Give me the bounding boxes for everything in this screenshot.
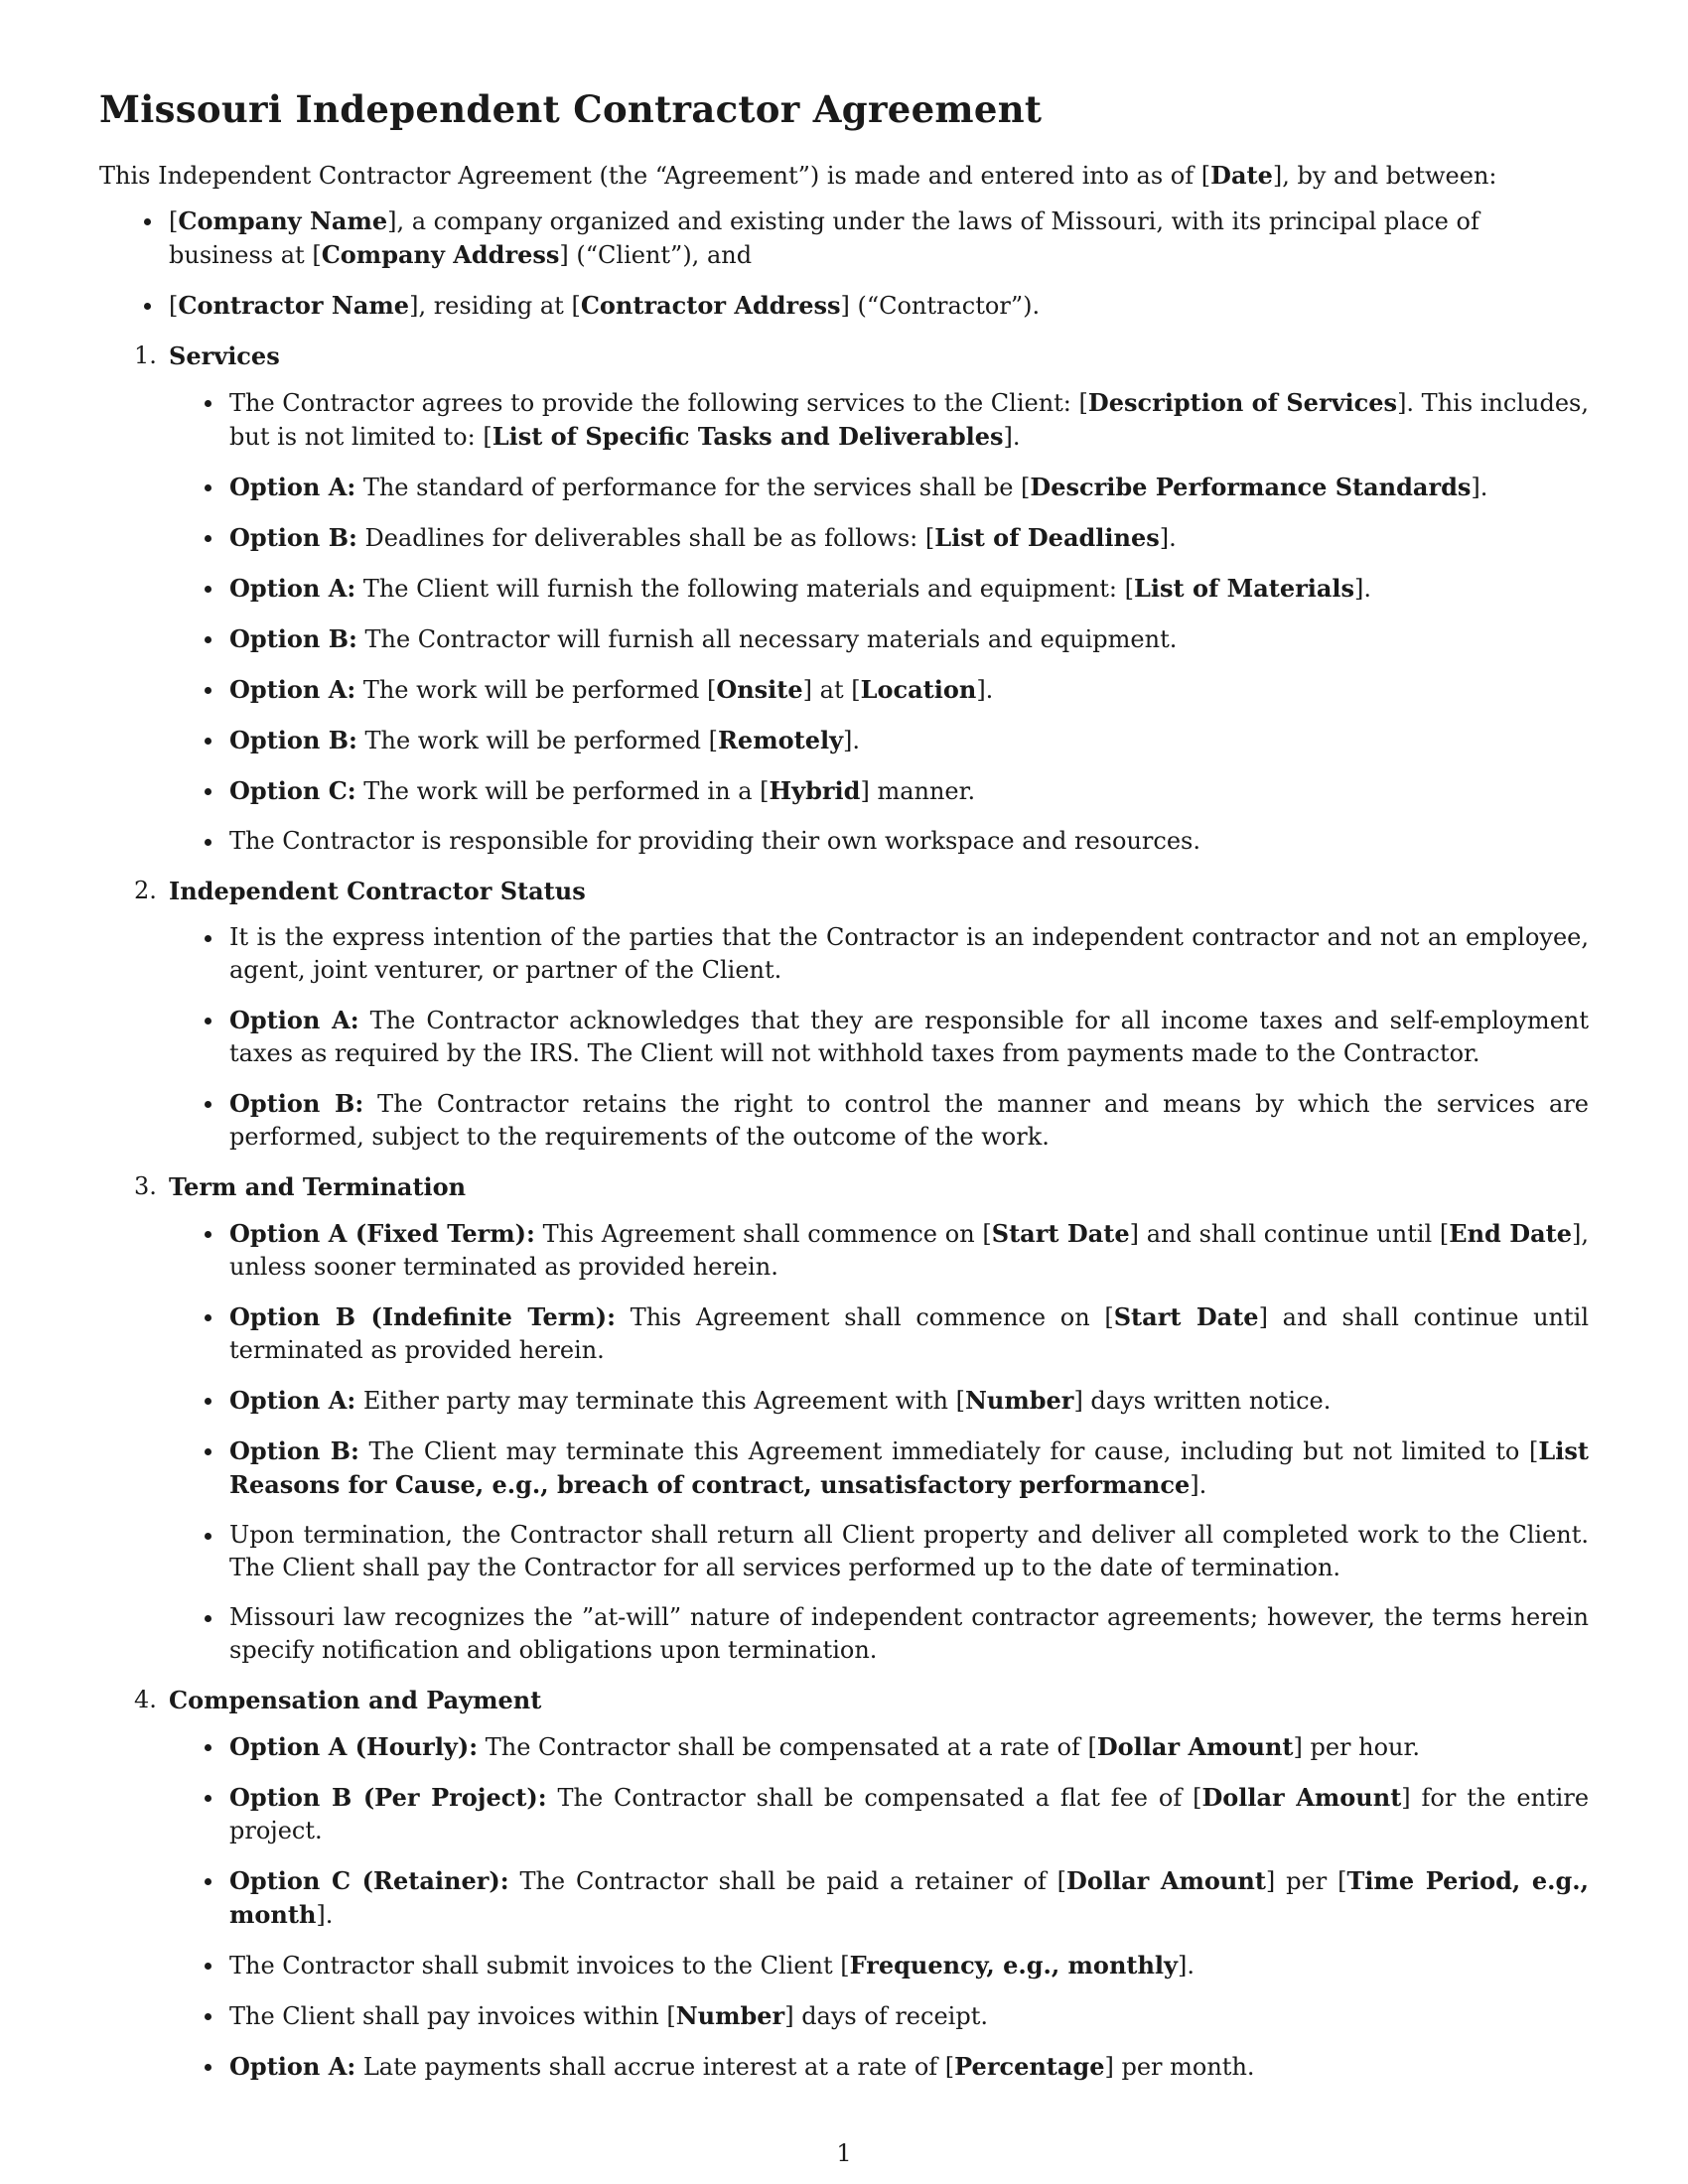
text-run: The Contractor retains the right to control the manner and means by which the services are performed, subject to the requirements of the outcome of the work. (229, 1090, 1589, 1151)
text-run: ] (“Client”), and (559, 241, 753, 269)
text-run: Missouri law recognizes the ”at-will” nature of independent contractor agreements; however, the terms herein specify notification and obligations upon termination. (229, 1603, 1589, 1664)
section (134, 875, 1589, 1154)
clause-item (229, 521, 1589, 555)
clause-item (229, 2050, 1589, 2084)
text-run: ] and shall continue until terminated as provided herein. (229, 1303, 1590, 1364)
clause-item (229, 1730, 1589, 1764)
text-run: The Contractor is responsible for providing their own workspace and resources. (229, 827, 1200, 855)
placeholder-text: Start Date (1113, 1302, 1259, 1331)
text-run: ]. (1190, 1471, 1207, 1499)
placeholder-text: List of Materials (1134, 574, 1355, 603)
placeholder-text: Frequency, e.g., monthly (849, 1951, 1178, 1979)
placeholder-text: Hybrid (769, 776, 861, 805)
clause-item (229, 1434, 1589, 1502)
clause-item (229, 1781, 1589, 1847)
clause-item (229, 1004, 1589, 1070)
document-title: Missouri Independent Contractor Agreement (99, 87, 1043, 131)
text-run: ], a company organized and existing under the laws of Missouri, with its principal place of business at [ (169, 207, 1479, 269)
placeholder-text: List of Specific Tasks and Deliverables (492, 422, 1004, 451)
placeholder-text: Option B (Indefinite Term): (229, 1302, 616, 1331)
text-run: This Agreement shall commence on [ (616, 1303, 1114, 1331)
text-run: The Contractor will furnish all necessary materials and equipment. (356, 625, 1178, 653)
placeholder-text: Option B: (229, 726, 357, 754)
placeholder-text: Contractor Address (580, 291, 841, 320)
text-run: ]. (1003, 423, 1021, 451)
placeholder-text: Option B: (229, 1436, 359, 1465)
placeholder-text: End Date (1449, 1219, 1572, 1248)
placeholder-text: Company Address (321, 240, 560, 269)
placeholder-text: Dollar Amount (1066, 1866, 1266, 1895)
placeholder-text: Option B: (229, 523, 357, 552)
text-run: Late payments shall accrue interest at a rate of [ (355, 2053, 955, 2081)
clause-item (229, 825, 1589, 858)
text-run: ]. (1354, 575, 1372, 603)
text-run: The Contractor acknowledges that they are responsible for all income taxes and self-employment taxes as required by the IRS. The Client will not withhold taxes from payments made to the Contractor. (229, 1007, 1589, 1067)
clause-item (229, 1519, 1589, 1584)
placeholder-text: List Reasons for Cause, e.g., breach of contract, unsatisfactory performance (229, 1436, 1589, 1499)
text-run: The Contractor shall submit invoices to the Client [ (229, 1952, 850, 1979)
text-run: ] days written notice. (1073, 1387, 1332, 1415)
placeholder-text: Onsite (716, 675, 803, 704)
placeholder-text: Option A (Hourly): (229, 1732, 479, 1761)
page-number: 1 (836, 2139, 852, 2167)
text-run: The work will be performed [ (355, 676, 717, 704)
placeholder-text: Date (1210, 161, 1273, 190)
placeholder-text: Describe Performance Standards (1030, 473, 1472, 501)
text-run: The Contractor shall be compensated at a rate of [ (478, 1733, 1097, 1761)
party-item (169, 289, 1589, 323)
section-title: Services (169, 341, 280, 370)
parties-list (99, 205, 1589, 323)
clause-item (229, 1949, 1589, 1982)
placeholder-text: Option A: (229, 675, 356, 704)
party-item (169, 205, 1589, 272)
section-items (169, 1730, 1589, 2084)
placeholder-text: Option A: (229, 574, 356, 603)
text-run: The work will be performed in a [ (355, 777, 770, 805)
clause-item (229, 1300, 1589, 1367)
text-run: ] and shall continue until [ (1129, 1220, 1450, 1248)
text-run: ] manner. (860, 777, 976, 805)
text-run: ] per hour. (1293, 1733, 1420, 1761)
clause-item (229, 1864, 1589, 1932)
placeholder-text: Option A: (229, 1006, 359, 1034)
text-run: [ (169, 292, 179, 320)
text-run: Deadlines for deliverables shall be as follows: [ (356, 524, 935, 552)
clause-item (229, 673, 1589, 707)
clause-item (229, 1087, 1589, 1154)
text-run: ]. (1177, 1952, 1195, 1979)
placeholder-text: Option B: (229, 624, 357, 653)
text-run: ], unless sooner terminated as provided herein. (229, 1220, 1589, 1281)
sections-list (99, 340, 1589, 2084)
placeholder-text: Option A: (229, 2052, 356, 2081)
section-title: Compensation and Payment (169, 1686, 542, 1714)
text-run: ] per [ (1265, 1867, 1347, 1895)
text-run: The standard of performance for the services shall be [ (355, 474, 1031, 501)
clause-item (229, 622, 1589, 656)
text-run: ], by and between: (1272, 162, 1497, 190)
text-run: Either party may terminate this Agreement with [ (355, 1387, 965, 1415)
placeholder-text: Company Name (178, 206, 388, 235)
placeholder-text: Start Date (991, 1219, 1130, 1248)
text-run: ] days of receipt. (784, 2002, 988, 2030)
text-run: ]. (1471, 474, 1488, 501)
text-run: The Client shall pay invoices within [ (229, 2002, 676, 2030)
section-title: Term and Termination (169, 1172, 467, 1201)
text-run: ]. (843, 727, 861, 754)
text-run: [ (169, 207, 179, 235)
placeholder-text: Option C: (229, 776, 356, 805)
clause-item (229, 1601, 1589, 1667)
placeholder-text: Contractor Name (178, 291, 410, 320)
clause-item (229, 724, 1589, 757)
placeholder-text: Option C (Retainer): (229, 1866, 509, 1895)
text-run: ] for the entire project. (229, 1784, 1590, 1844)
clause-item (229, 1384, 1589, 1418)
placeholder-text: Option A: (229, 1386, 356, 1415)
text-run: ]. (316, 1901, 334, 1929)
placeholder-text: Time Period, e.g., month (229, 1866, 1590, 1929)
section-items (169, 386, 1589, 858)
section-title: Independent Contractor Status (169, 877, 586, 905)
text-run: It is the express intention of the parties that the Contractor is an independent contractor and not an employee, agent, joint venturer, or partner of the Client. (229, 923, 1589, 984)
placeholder-text: Number (675, 2001, 785, 2030)
section (134, 1684, 1590, 2084)
placeholder-text: Remotely (717, 726, 844, 754)
placeholder-text: Dollar Amount (1096, 1732, 1294, 1761)
placeholder-text: Option B: (229, 1089, 364, 1118)
text-run: This Independent Contractor Agreement (the “Agreement”) is made and entered into as of [ (99, 162, 1211, 190)
section-items (169, 1217, 1589, 1667)
text-run: The work will be performed [ (356, 727, 718, 754)
section (134, 1170, 1590, 1667)
placeholder-text: Location (860, 675, 977, 704)
clause-item (229, 471, 1589, 504)
text-run: Upon termination, the Contractor shall return all Client property and deliver all completed work to the Client. The Client shall pay the Contractor for all services performed up to the date of termination. (229, 1521, 1589, 1581)
text-run: ], residing at [ (409, 292, 581, 320)
clause-item (229, 1217, 1589, 1284)
clause-item (229, 921, 1589, 987)
placeholder-text: Percentage (954, 2052, 1105, 2081)
section-items (169, 921, 1589, 1154)
section (134, 340, 1589, 858)
section-number: 2. (134, 877, 157, 904)
clause-item (229, 572, 1589, 606)
placeholder-text: List of Deadlines (934, 523, 1160, 552)
intro-paragraph (99, 159, 1589, 193)
clause-item (229, 386, 1589, 454)
placeholder-text: Dollar Amount (1201, 1783, 1402, 1812)
text-run: ]. (976, 676, 994, 704)
text-run: The Contractor shall be compensated a flat fee of [ (546, 1784, 1202, 1812)
placeholder-text: Number (964, 1386, 1074, 1415)
placeholder-text: Option B (Per Project): (229, 1783, 547, 1812)
text-run: The Contractor shall be paid a retainer of [ (508, 1867, 1067, 1895)
text-run: ]. (1159, 524, 1177, 552)
text-run: The Client may terminate this Agreement immediately for cause, including but not limited to [ (358, 1437, 1539, 1465)
clause-item (229, 774, 1589, 808)
text-run: This Agreement shall commence on [ (534, 1220, 992, 1248)
text-run: ]. This includes, but is not limited to: [ (229, 389, 1589, 451)
text-run: ] (“Contractor”). (840, 292, 1041, 320)
section-number: 3. (134, 1172, 157, 1200)
text-run: The Client will furnish the following materials and equipment: [ (355, 575, 1134, 603)
placeholder-text: Description of Services (1087, 388, 1398, 417)
section-number: 1. (134, 341, 157, 369)
section-number: 4. (134, 1686, 157, 1713)
clause-item (229, 1999, 1589, 2033)
text-run: ] at [ (802, 676, 861, 704)
text-run: The Contractor agrees to provide the following services to the Client: [ (229, 389, 1088, 417)
placeholder-text: Option A (Fixed Term): (229, 1219, 535, 1248)
placeholder-text: Option A: (229, 473, 356, 501)
text-run: ] per month. (1104, 2053, 1255, 2081)
